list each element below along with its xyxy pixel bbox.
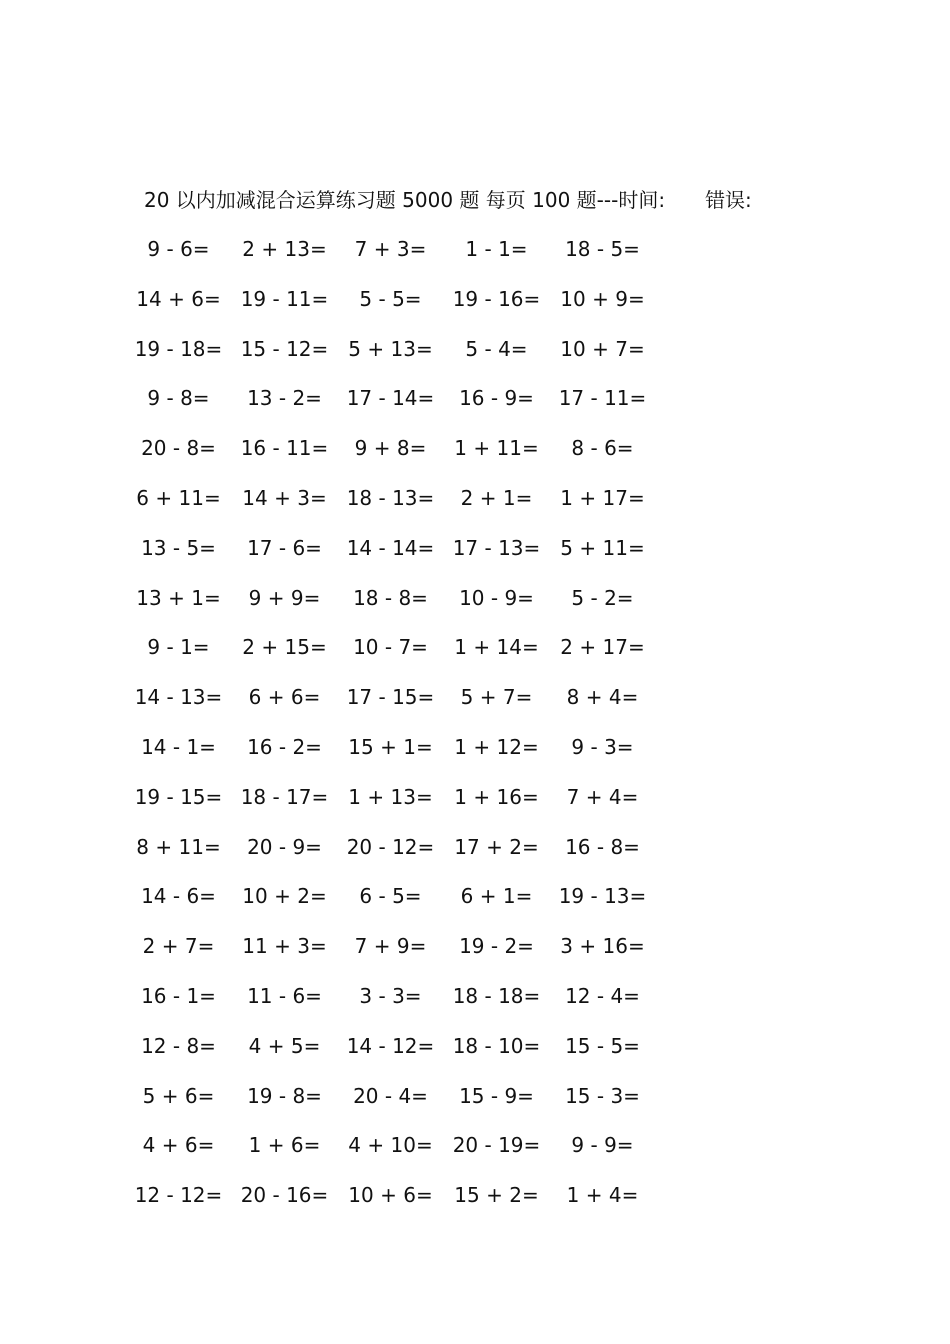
problem-row xyxy=(136,832,674,882)
problem-item: 1 + 13= xyxy=(348,784,433,809)
problem-item: 14 + 3= xyxy=(242,485,327,510)
problem-row xyxy=(134,334,674,384)
problem-item: 4 + 5= xyxy=(248,1033,321,1058)
problem-item: 19 - 15= xyxy=(134,784,223,809)
problem-item: 10 + 2= xyxy=(242,884,327,909)
problem-item: 5 + 6= xyxy=(142,1083,215,1108)
problem-item: 10 + 7= xyxy=(560,336,645,361)
problem-item: 15 - 5= xyxy=(565,1033,640,1058)
problem-item: 9 - 8= xyxy=(147,386,210,411)
problem-item: 17 - 13= xyxy=(452,535,541,560)
problem-item: 16 - 11= xyxy=(240,436,329,461)
problem-row xyxy=(141,732,674,782)
problem-item: 9 + 8= xyxy=(354,436,427,461)
problem-item: 1 + 16= xyxy=(454,784,539,809)
problem-item: 2 + 15= xyxy=(242,635,327,660)
problem-row xyxy=(134,1180,674,1230)
problem-item: 1 + 17= xyxy=(560,485,645,510)
problem-item: 17 - 6= xyxy=(247,535,322,560)
problem-row xyxy=(136,583,674,633)
errors-label: 错误: xyxy=(705,188,752,212)
problem-item: 6 + 6= xyxy=(248,685,321,710)
problem-item: 2 + 1= xyxy=(460,485,533,510)
problem-item: 7 + 4= xyxy=(566,784,639,809)
problem-row xyxy=(136,284,674,334)
problem-item: 7 + 3= xyxy=(354,237,427,261)
problem-item: 5 + 7= xyxy=(460,685,533,710)
problem-item: 7 + 9= xyxy=(354,934,427,959)
problem-item: 16 - 9= xyxy=(459,386,534,411)
problem-item: 12 - 4= xyxy=(565,983,640,1008)
problem-item: 19 - 13= xyxy=(558,884,647,909)
problem-item: 9 + 9= xyxy=(248,585,321,610)
worksheet-title: 20 以内加减混合运算练习题 5000 题 每页 100 题---时间: xyxy=(144,188,666,212)
problem-item: 9 - 6= xyxy=(147,237,210,261)
problem-item: 6 - 5= xyxy=(359,884,422,909)
problem-item: 3 - 3= xyxy=(359,983,422,1008)
problem-item: 6 + 1= xyxy=(460,884,533,909)
problem-item: 15 + 2= xyxy=(454,1183,539,1208)
problem-row xyxy=(134,682,674,732)
problem-item: 1 + 12= xyxy=(454,734,539,759)
problem-item: 1 + 11= xyxy=(454,436,539,461)
problem-item: 15 - 9= xyxy=(459,1083,534,1108)
problem-row xyxy=(144,234,674,284)
problem-item: 10 + 6= xyxy=(348,1183,433,1208)
problem-item: 4 + 6= xyxy=(142,1133,215,1158)
problem-item: 1 + 6= xyxy=(248,1133,321,1158)
problem-item: 4 + 10= xyxy=(348,1133,433,1158)
problem-item: 19 - 11= xyxy=(240,286,329,311)
problem-item: 19 - 16= xyxy=(452,286,541,311)
problem-row xyxy=(141,433,674,483)
problem-item: 8 - 6= xyxy=(571,436,634,461)
problem-item: 14 - 6= xyxy=(141,884,216,909)
problem-item: 5 + 13= xyxy=(348,336,433,361)
problem-item: 5 - 5= xyxy=(359,286,422,311)
problem-item: 18 - 18= xyxy=(452,983,541,1008)
problem-item: 14 - 13= xyxy=(134,685,223,710)
problem-item: 1 - 1= xyxy=(465,237,528,261)
problem-item: 20 - 9= xyxy=(247,834,322,859)
problem-item: 17 - 15= xyxy=(346,685,435,710)
problem-row xyxy=(144,931,674,981)
problem-item: 20 - 8= xyxy=(141,436,216,461)
problem-item: 12 - 8= xyxy=(141,1033,216,1058)
problem-item: 10 - 7= xyxy=(353,635,428,660)
problem-grid xyxy=(134,234,674,1230)
problem-item: 14 - 12= xyxy=(346,1033,435,1058)
problem-item: 20 - 4= xyxy=(353,1083,428,1108)
problem-item: 12 - 12= xyxy=(134,1183,223,1208)
problem-row xyxy=(144,1130,674,1180)
problem-item: 18 - 5= xyxy=(565,237,640,261)
problem-row xyxy=(144,383,674,433)
problem-item: 10 + 9= xyxy=(560,286,645,311)
problem-item: 13 - 5= xyxy=(141,535,216,560)
problem-item: 18 - 13= xyxy=(346,485,435,510)
problem-row xyxy=(144,1081,674,1131)
problem-item: 18 - 10= xyxy=(452,1033,541,1058)
problem-row xyxy=(141,533,674,583)
problem-item: 13 + 1= xyxy=(136,585,221,610)
problem-row xyxy=(134,782,674,832)
problem-item: 5 + 11= xyxy=(560,535,645,560)
problem-item: 8 + 4= xyxy=(566,685,639,710)
problem-item: 1 + 4= xyxy=(566,1183,639,1208)
problem-row xyxy=(141,981,674,1031)
problem-item: 14 - 14= xyxy=(346,535,435,560)
problem-item: 13 - 2= xyxy=(247,386,322,411)
problem-item: 17 - 14= xyxy=(346,386,435,411)
problem-item: 15 - 3= xyxy=(565,1083,640,1108)
problem-item: 6 + 11= xyxy=(136,485,221,510)
problem-item: 5 - 2= xyxy=(571,585,634,610)
problem-item: 14 + 6= xyxy=(136,286,221,311)
problem-item: 2 + 13= xyxy=(242,237,327,261)
worksheet-header xyxy=(144,186,752,214)
problem-item: 20 - 16= xyxy=(240,1183,329,1208)
problem-item: 19 - 18= xyxy=(134,336,223,361)
problem-item: 17 + 2= xyxy=(454,834,539,859)
problem-item: 16 - 2= xyxy=(247,734,322,759)
problem-item: 5 - 4= xyxy=(465,336,528,361)
problem-item: 11 + 3= xyxy=(242,934,327,959)
problem-item: 19 - 2= xyxy=(459,934,534,959)
problem-item: 18 - 8= xyxy=(353,585,428,610)
problem-row xyxy=(141,881,674,931)
problem-item: 9 - 9= xyxy=(571,1133,634,1158)
problem-item: 11 - 6= xyxy=(247,983,322,1008)
problem-item: 9 - 3= xyxy=(571,734,634,759)
problem-item: 15 - 12= xyxy=(240,336,329,361)
problem-item: 14 - 1= xyxy=(141,734,216,759)
problem-item: 2 + 17= xyxy=(560,635,645,660)
problem-item: 10 - 9= xyxy=(459,585,534,610)
problem-item: 18 - 17= xyxy=(240,784,329,809)
problem-item: 2 + 7= xyxy=(142,934,215,959)
problem-item: 15 + 1= xyxy=(348,734,433,759)
problem-item: 20 - 12= xyxy=(346,834,435,859)
problem-item: 17 - 11= xyxy=(558,386,647,411)
problem-item: 20 - 19= xyxy=(452,1133,541,1158)
problem-row xyxy=(136,483,674,533)
problem-row xyxy=(141,1031,674,1081)
problem-item: 3 + 16= xyxy=(560,934,645,959)
problem-item: 19 - 8= xyxy=(247,1083,322,1108)
problem-item: 8 + 11= xyxy=(136,834,221,859)
problem-row xyxy=(144,632,674,682)
problem-item: 9 - 1= xyxy=(147,635,210,660)
problem-item: 16 - 1= xyxy=(141,983,216,1008)
problem-item: 1 + 14= xyxy=(454,635,539,660)
problem-item: 16 - 8= xyxy=(565,834,640,859)
